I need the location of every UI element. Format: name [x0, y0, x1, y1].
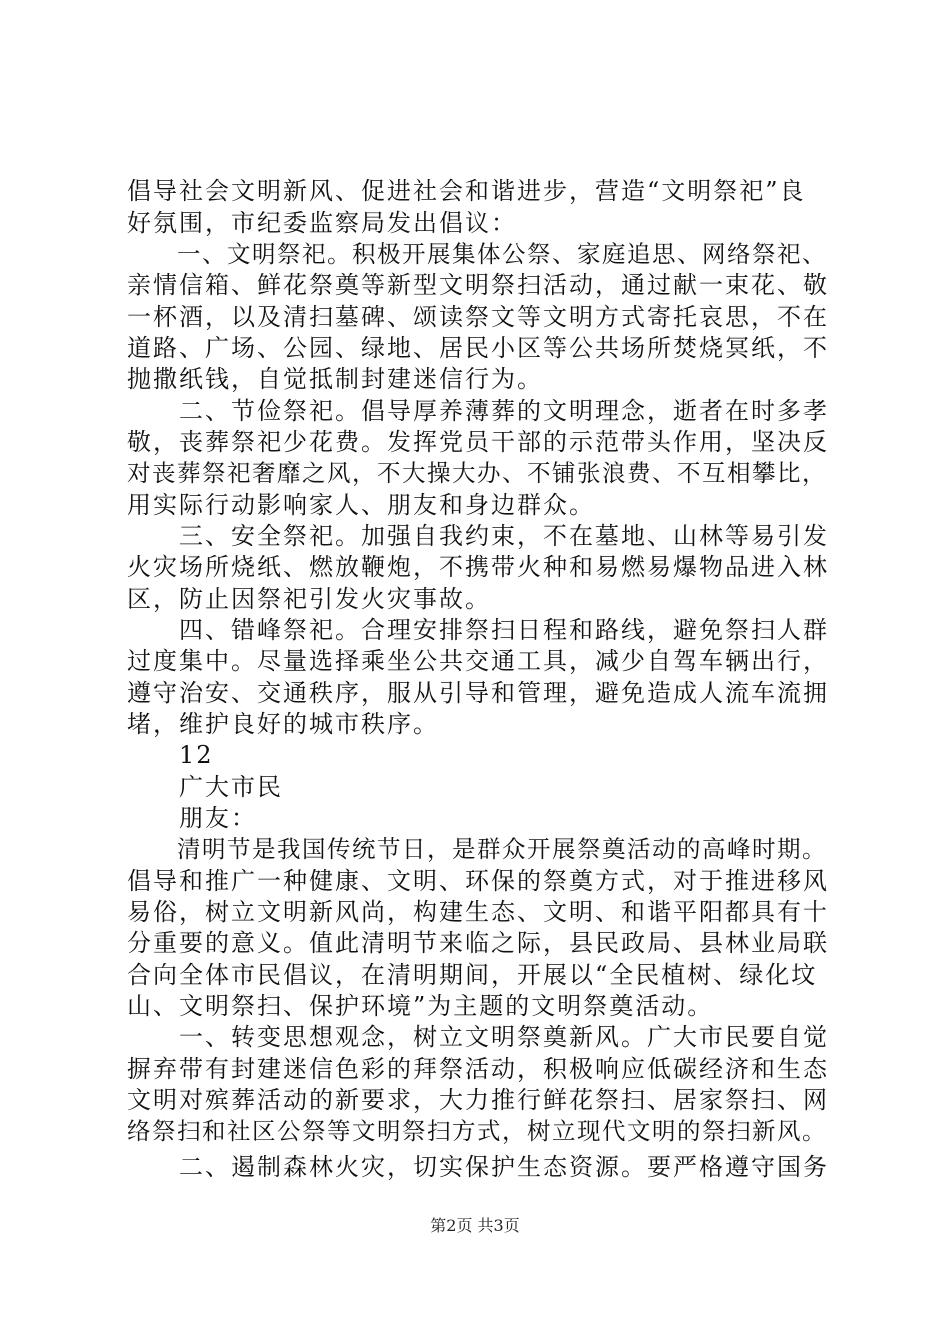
text-line: 清明节是我国传统节日，是群众开展祭奠活动的高峰时期。 — [127, 835, 827, 863]
text-line: 好氛围，市纪委监察局发出倡议： — [127, 209, 517, 237]
text-line: 12 — [127, 741, 214, 769]
text-line: 文明对殡葬活动的新要求，大力推行鲜花祭扫、居家祭扫、网 — [127, 1086, 829, 1114]
text-line: 倡导和推广一种健康、文明、环保的祭奠方式，对于推进移风 — [127, 867, 829, 895]
text-line: 道路、广场、公园、绿地、居民小区等公共场所焚烧冥纸，不 — [127, 334, 829, 362]
text-line: 对丧葬祭祀奢靡之风，不大操大办、不铺张浪费、不互相攀比， — [127, 459, 827, 487]
text-line: 二、节俭祭祀。倡导厚养薄葬的文明理念，逝者在时多孝 — [127, 397, 829, 425]
text-line: 过度集中。尽量选择乘坐公共交通工具，减少自驾车辆出行， — [127, 647, 829, 675]
text-line: 朋友： — [127, 804, 257, 832]
text-line: 抛撒纸钱，自觉抵制封建迷信行为。 — [127, 365, 543, 393]
text-line: 一、文明祭祀。积极开展集体公祭、家庭追思、网络祭祀、 — [127, 240, 827, 268]
text-line: 一杯酒，以及清扫墓碑、颂读祭文等文明方式寄托哀思，不在 — [127, 303, 829, 331]
page-footer: 第2页 共3页 — [430, 1216, 520, 1235]
text-line: 山、文明祭扫、保护环境”为主题的文明祭奠活动。 — [127, 992, 714, 1020]
text-line: 合向全体市民倡议，在清明期间，开展以“全民植树、绿化坟 — [127, 961, 818, 989]
text-line: 易俗，树立文明新风尚，构建生态、文明、和谐平阳都具有十 — [127, 898, 829, 926]
text-line: 遵守治安、交通秩序，服从引导和管理，避免造成人流车流拥 — [127, 679, 829, 707]
text-line: 一、转变思想观念，树立文明祭奠新风。广大市民要自觉 — [127, 1023, 829, 1051]
text-line: 二、遏制森林火灾，切实保护生态资源。要严格遵守国务 — [127, 1153, 829, 1181]
text-line: 广大市民 — [127, 773, 283, 801]
text-line: 摒弃带有封建迷信色彩的拜祭活动，积极响应低碳经济和生态 — [127, 1055, 829, 1083]
text-line: 倡导社会文明新风、促进社会和谐进步，营造“文明祭祀”良 — [127, 177, 806, 205]
text-line: 敬，丧葬祭祀少花费。发挥党员干部的示范带头作用，坚决反 — [127, 428, 829, 456]
text-line: 分重要的意义。值此清明节来临之际，县民政局、县林业局联 — [127, 929, 829, 957]
text-line: 火灾场所烧纸、燃放鞭炮，不携带火种和易燃易爆物品进入林 — [127, 553, 829, 581]
text-line: 四、错峰祭祀。合理安排祭扫日程和路线，避免祭扫人群 — [127, 616, 829, 644]
text-line: 用实际行动影响家人、朋友和身边群众。 — [127, 491, 595, 519]
text-line: 三、安全祭祀。加强自我约束，不在墓地、山林等易引发 — [127, 522, 829, 550]
text-line: 区，防止因祭祀引发火灾事故。 — [127, 585, 491, 613]
text-line: 络祭扫和社区公祭等文明祭扫方式，树立现代文明的祭扫新风。 — [127, 1117, 827, 1145]
text-line: 堵，维护良好的城市秩序。 — [127, 710, 439, 738]
text-line: 亲情信箱、鲜花祭奠等新型文明祭扫活动，通过献一束花、敬 — [127, 271, 829, 299]
